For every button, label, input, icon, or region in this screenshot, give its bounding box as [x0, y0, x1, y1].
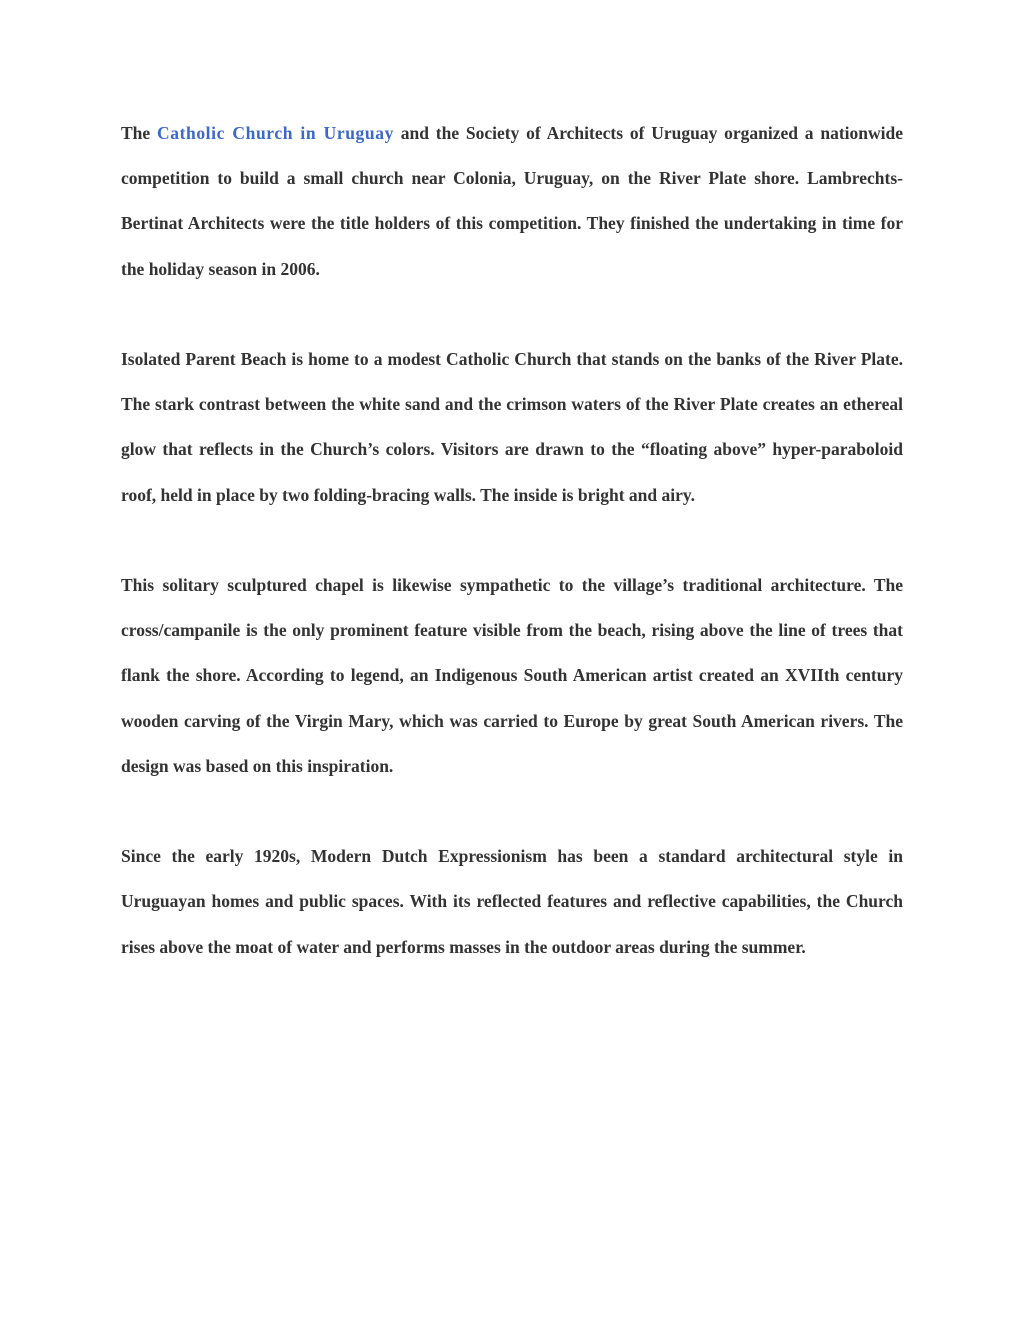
catholic-church-link[interactable]: Catholic Church in Uruguay — [156, 123, 394, 143]
paragraph-2: Isolated Parent Beach is home to a modest Catholic Church that stands on the banks of the River Plate. The stark contrast between the white sand and the crimson waters of the River Plate creates an ethereal glow that reflects in the Church’s colors. Visitors are drawn to the “floating above” hyper-paraboloid roof, held in place by two folding-bracing walls. The inside is bright and airy. — [121, 349, 903, 505]
paragraph-4: Since the early 1920s, Modern Dutch Expressionism has been a standard architectural style in Uruguayan homes and public spaces. With its reflected features and reflective capabilities, the Church rises above the moat of water and performs masses in the outdoor areas during the summer. — [121, 846, 903, 957]
document-body — [121, 111, 903, 1015]
paragraph-1-intro: The — [121, 123, 157, 143]
paragraph-3: This solitary sculptured chapel is likewise sympathetic to the village’s traditional architecture. The cross/campanile is the only prominent feature visible from the beach, rising above the line of trees that flank the shore. According to legend, an Indigenous South American artist created an XVIIth century wooden carving of the Virgin Mary, which was carried to Europe by great South American rivers. The design was based on this inspiration. — [121, 575, 903, 776]
paragraph-1 — [121, 111, 903, 292]
paragraph-1-text: and the Society of Architects of Uruguay organized a nationwide competition to build a small church near Colonia, Uruguay, on the River Plate shore. Lambrechts-Bertinat Architects were the title holders of this competition. They finished the undertaking in time for the holiday season in 2006. — [121, 123, 904, 279]
